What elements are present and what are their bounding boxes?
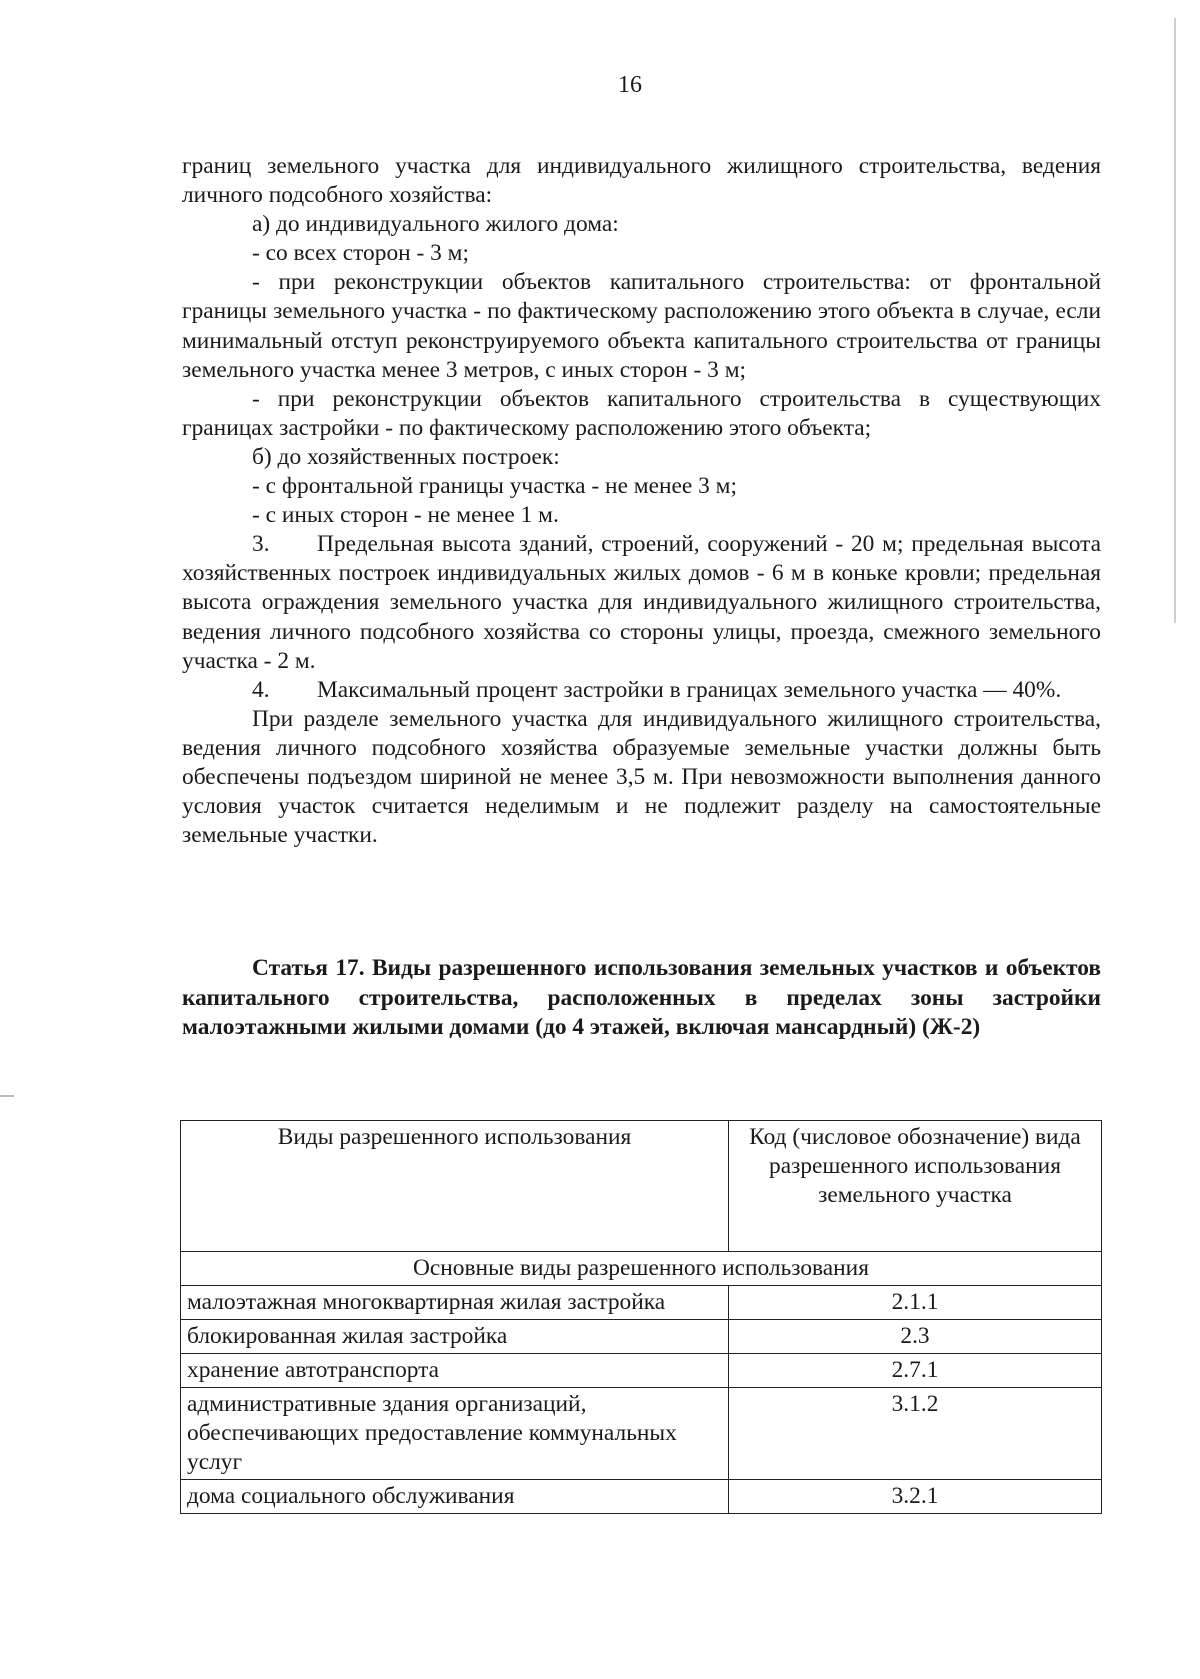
table-row (181, 1354, 1102, 1388)
item-text: Максимальный процент застройки в границах земельного участка — 40%. (317, 676, 1062, 703)
use-code: 3.1.2 (729, 1388, 1102, 1480)
use-code: 2.3 (729, 1320, 1102, 1354)
use-name: дома социального обслуживания (181, 1480, 729, 1514)
scan-margin-mark (0, 1095, 14, 1097)
paragraph: - при реконструкции объектов капитального строительства в существующих границах застройки - по фактическому расположению этого объекта; (182, 385, 1101, 441)
item-text: Предельная высота зданий, строений, сооружений - 20 м; предельная высота хозяйственных построек индивидуальных жилых домов - 6 м в коньке кровли; предельная высота ограждения земельного участка для индивидуального жилищного строительства, ведения личного подсобного хозяйства со стороны улицы, проезда, смежного земельного участка - 2 м. (182, 531, 1101, 674)
numbered-item-3 (182, 530, 1101, 675)
use-code: 2.1.1 (729, 1286, 1102, 1320)
header-code: Код (числовое обозначение) вида разрешенного использования земельного участка (729, 1121, 1102, 1252)
scan-edge-shadow (1174, 18, 1176, 623)
body-text (182, 152, 1101, 850)
article-heading: Статья 17. Виды разрешенного использования земельных участков и объектов капитального строительства, расположенных в пределах зоны застройки малоэтажными жилыми домами (до 4 этажей, включая мансардный) (Ж-2) (182, 955, 1101, 1041)
page-number: 16 (618, 72, 642, 98)
table-header-row (181, 1121, 1102, 1252)
table-section-row (181, 1252, 1102, 1286)
use-name: блокированная жилая застройка (181, 1320, 729, 1354)
paragraph: - с иных сторон - не менее 1 м. (252, 502, 559, 529)
paragraph: границ земельного участка для индивидуального жилищного строительства, ведения личного подсобного хозяйства: (182, 153, 1101, 209)
use-code: 3.2.1 (729, 1480, 1102, 1514)
use-name: малоэтажная многоквартирная жилая застройка (181, 1286, 729, 1320)
paragraph: - при реконструкции объектов капитального строительства: от фронтальной границы земельного участка - по фактическому расположению этого объекта в случае, если минимальный отступ реконструируемого объекта капитального строительства от границы земельного участка менее 3 метров, с иных сторон - 3 м; (182, 269, 1101, 383)
use-code: 2.7.1 (729, 1354, 1102, 1388)
paragraph: - со всех сторон - 3 м; (252, 240, 469, 267)
table-row (181, 1320, 1102, 1354)
permitted-uses-table (180, 1120, 1102, 1514)
paragraph: - с фронтальной границы участка - не менее 3 м; (252, 473, 737, 500)
use-name: административные здания организаций, обеспечивающих предоставление коммунальных услуг (181, 1388, 729, 1480)
header-use-type: Виды разрешенного использования (181, 1121, 729, 1252)
use-name: хранение автотранспорта (181, 1354, 729, 1388)
numbered-item-4 (182, 676, 1101, 705)
table-row (181, 1286, 1102, 1320)
table-row (181, 1480, 1102, 1514)
section-title: Основные виды разрешенного использования (181, 1252, 1102, 1286)
paragraph: а) до индивидуального жилого дома: (252, 211, 619, 238)
closing-paragraph: При разделе земельного участка для индивидуального жилищного строительства, ведения личного подсобного хозяйства образуемые земельные участки должны быть обеспечены подъездом шириной не менее 3,5 м. При невозможности выполнения данного условия участок считается неделимым и не подлежит разделу на самостоятельные земельные участки. (182, 705, 1101, 849)
item-number: 4. (252, 676, 270, 703)
paragraph: б) до хозяйственных построек: (252, 443, 560, 470)
table-row (181, 1388, 1102, 1480)
item-number: 3. (252, 531, 270, 558)
